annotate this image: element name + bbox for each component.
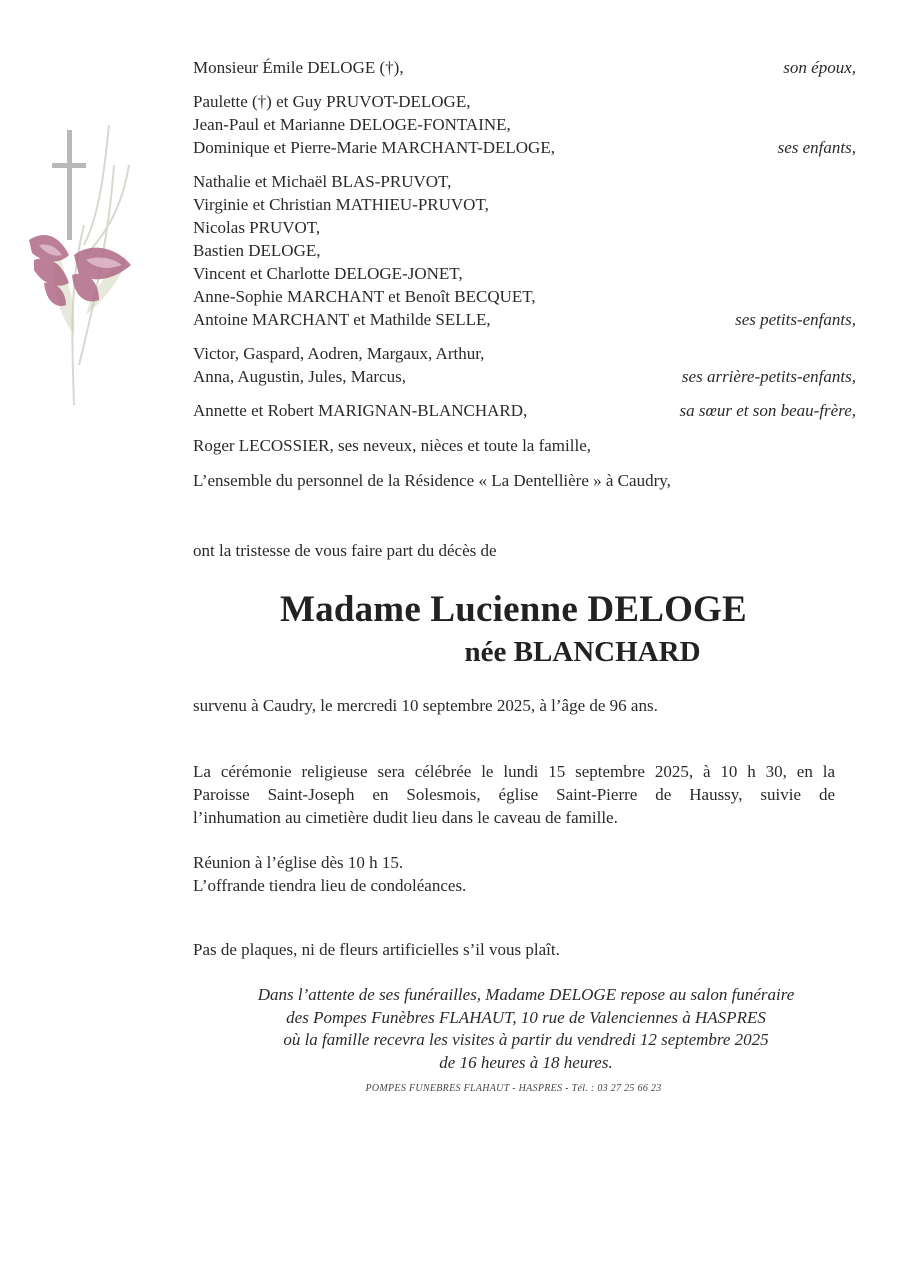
family-line: L’ensemble du personnel de la Résidence « La Dentellière » à Caudry, <box>193 471 671 490</box>
relation-label: ses enfants, <box>777 138 856 157</box>
family-line: Vincent et Charlotte DELOGE-JONET, <box>193 264 463 283</box>
family-list <box>193 56 856 504</box>
family-line: Jean-Paul et Marianne DELOGE-FONTAINE, <box>193 115 511 134</box>
family-line: Antoine MARCHANT et Mathilde SELLE, <box>193 310 491 329</box>
family-group-sister <box>193 399 856 422</box>
family-group-great-grandchildren <box>193 342 856 388</box>
family-line: Virginie et Christian MATHIEU-PRUVOT, <box>193 195 489 214</box>
announcement-intro: ont la tristesse de vous faire part du décès de <box>193 541 497 560</box>
deceased-name: Madame Lucienne DELOGE <box>280 589 747 630</box>
family-group-spouse <box>193 56 856 79</box>
family-line: Nathalie et Michaël BLAS-PRUVOT, <box>193 172 452 191</box>
relation-label: ses petits-enfants, <box>735 310 856 329</box>
family-group-grandchildren <box>193 170 856 331</box>
salon-line: où la famille recevra les visites à partir du vendredi 12 septembre 2025 <box>283 1030 769 1049</box>
ceremony-line: l’inhumation au cimetière dudit lieu dans le caveau de famille. <box>193 808 618 827</box>
family-line: Dominique et Pierre-Marie MARCHANT-DELOGE, <box>193 138 555 157</box>
deceased-name-block <box>120 588 900 670</box>
salon-line: Dans l’attente de ses funérailles, Madame DELOGE repose au salon funéraire <box>257 985 795 1004</box>
death-notice: survenu à Caudry, le mercredi 10 septembre 2025, à l’âge de 96 ans. <box>193 696 658 715</box>
deceased-maiden-name: née BLANCHARD <box>464 636 701 668</box>
cross-with-lilies-icon <box>14 105 154 405</box>
family-group-children <box>193 90 856 159</box>
meeting-line: Réunion à l’église dès 10 h 15. <box>193 853 404 872</box>
family-line: Anne-Sophie MARCHANT et Benoît BECQUET, <box>193 287 536 306</box>
family-line: Paulette (†) et Guy PRUVOT-DELOGE, <box>193 92 471 111</box>
family-line: Bastien DELOGE, <box>193 241 321 260</box>
family-line: Monsieur Émile DELOGE (†), <box>193 58 404 77</box>
salon-line: des Pompes Funèbres FLAHAUT, 10 rue de Valenciennes à HASPRES <box>286 1007 766 1027</box>
funeral-home-footer: POMPES FUNEBRES FLAHAUT - HASPRES - Tél. : 03 27 25 66 23 <box>365 1083 662 1094</box>
family-line: Anna, Augustin, Jules, Marcus, <box>193 367 406 386</box>
family-group-extended <box>193 434 856 457</box>
family-line: Roger LECOSSIER, ses neveux, nièces et toute la famille, <box>193 436 591 455</box>
meeting-info <box>193 851 466 897</box>
family-line: Nicolas PRUVOT, <box>193 218 321 237</box>
relation-label: ses arrière-petits-enfants, <box>681 367 856 386</box>
family-line: Victor, Gaspard, Aodren, Margaux, Arthur, <box>193 344 485 363</box>
offering-line: L’offrande tiendra lieu de condoléances. <box>193 876 467 895</box>
ceremony-line: La cérémonie religieuse sera célébrée le lundi 15 septembre 2025, à 10 h 30, en la <box>193 762 835 781</box>
funeral-home-notice <box>190 984 862 1074</box>
salon-line: de 16 heures à 18 heures. <box>439 1052 613 1072</box>
family-group-staff <box>193 469 856 492</box>
relation-label: sa sœur et son beau-frère, <box>679 401 856 420</box>
relation-label: son époux, <box>783 58 856 77</box>
ceremony-line: Paroisse Saint-Joseph en Solesmois, église Saint-Pierre de Haussy, suivie de <box>193 785 835 804</box>
no-flowers-notice: Pas de plaques, ni de fleurs artificielles s’il vous plaît. <box>193 940 560 959</box>
family-line: Annette et Robert MARIGNAN-BLANCHARD, <box>193 401 528 420</box>
ceremony-paragraph <box>193 760 835 829</box>
